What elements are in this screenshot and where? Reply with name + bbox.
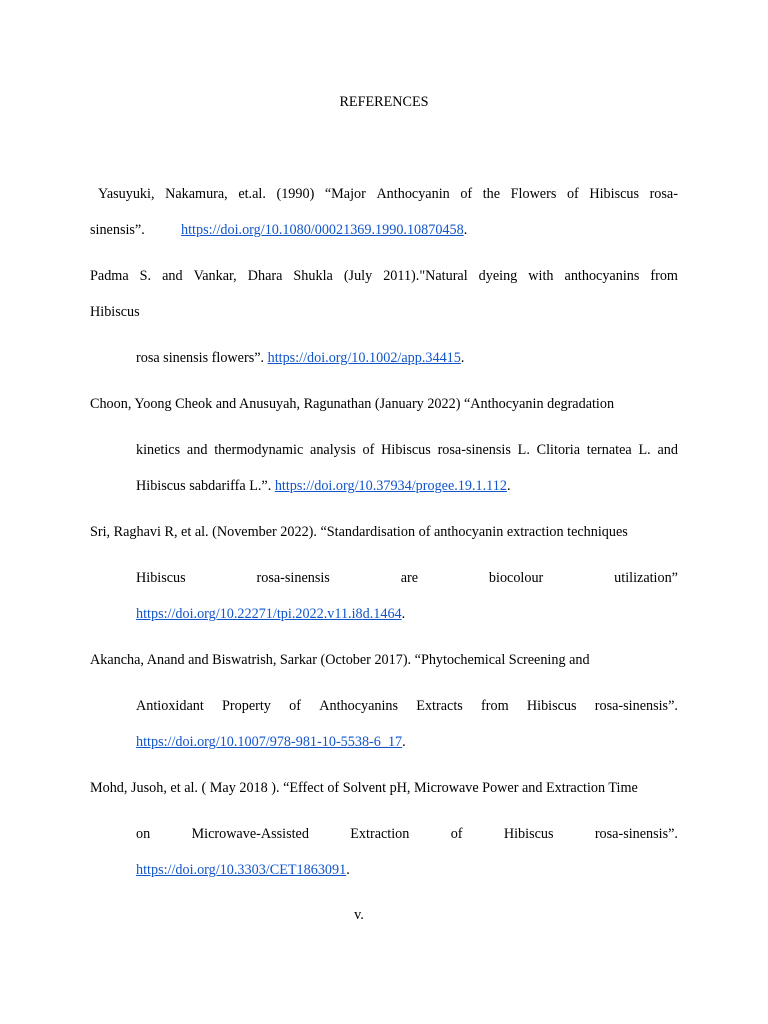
doi-link[interactable]: https://doi.org/10.3303/CET1863091 xyxy=(136,862,347,878)
ref-1-line-1: Yasuyuki, Nakamura, et.al. (1990) “Major Anthocyanin of the Flowers of Hibiscus rosa- xyxy=(98,186,678,202)
ref-3-line-1: Choon, Yoong Cheok and Anusuyah, Ragunathan (January 2022) “Anthocyanin degradation xyxy=(90,396,615,412)
ref-5-line-1: Akancha, Anand and Biswatrish, Sarkar (October 2017). “Phytochemical Screening and xyxy=(90,652,590,668)
page-number: v. xyxy=(354,907,364,923)
ref-4-line-1: Sri, Raghavi R, et al. (November 2022). “Standardisation of anthocyanin extraction techniques xyxy=(90,524,628,540)
ref-2-line-2: Hibiscus xyxy=(90,304,140,320)
ref-4-line-2: Hibiscus rosa-sinensis are biocolour utilization” xyxy=(136,570,678,586)
doi-link[interactable]: https://doi.org/10.22271/tpi.2022.v11.i8d.1464 xyxy=(136,606,402,622)
doi-link[interactable]: https://doi.org/10.1007/978-981-10-5538-6_17 xyxy=(136,734,403,750)
ref-6-line-2: on Microwave-Assisted Extraction of Hibiscus rosa-sinensis”. xyxy=(136,826,678,842)
ref-1-doi: https://doi.org/10.1080/00021369.1990.10870458. xyxy=(181,222,468,238)
doi-link[interactable]: https://doi.org/10.1080/00021369.1990.10870458 xyxy=(181,222,464,238)
ref-3-line-3: Hibiscus sabdariffa L.”. https://doi.org/10.37934/progee.19.1.112. xyxy=(136,478,511,494)
ref-5-line-2: Antioxidant Property of Anthocyanins Extracts from Hibiscus rosa-sinensis”. xyxy=(136,698,678,714)
ref-2-line-1: Padma S. and Vankar, Dhara Shukla (July 2011)."Natural dyeing with anthocyanins from xyxy=(90,268,678,284)
ref-4-line-3: https://doi.org/10.22271/tpi.2022.v11.i8d.1464. xyxy=(136,606,406,622)
ref-2-line-3: rosa sinensis flowers”. https://doi.org/10.1002/app.34415. xyxy=(136,350,465,366)
ref-1-line-2: sinensis”. xyxy=(90,222,145,238)
ref-5-line-3: https://doi.org/10.1007/978-981-10-5538-6_17. xyxy=(136,734,406,750)
ref-6-line-3: https://doi.org/10.3303/CET1863091. xyxy=(136,862,350,878)
references-heading: REFERENCES xyxy=(339,94,429,110)
doi-link[interactable]: https://doi.org/10.37934/progee.19.1.112 xyxy=(274,478,507,494)
ref-6-line-1: Mohd, Jusoh, et al. ( May 2018 ). “Effect of Solvent pH, Microwave Power and Extraction Time xyxy=(90,780,638,796)
ref-3-line-2: kinetics and thermodynamic analysis of Hibiscus rosa-sinensis L. Clitoria ternatea L. and xyxy=(136,442,678,458)
doi-link[interactable]: https://doi.org/10.1002/app.34415 xyxy=(267,350,461,366)
